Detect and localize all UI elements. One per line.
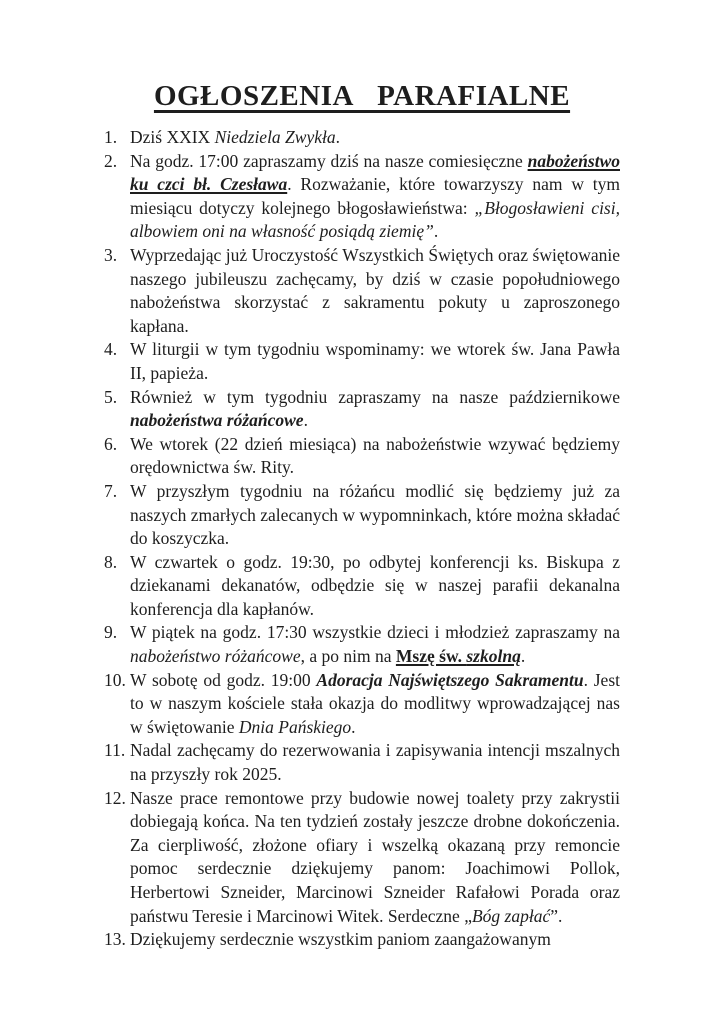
item-number: 3. xyxy=(104,244,118,265)
announcement-item xyxy=(104,433,620,480)
page-title: OGŁOSZENIA PARAFIALNE xyxy=(153,80,571,112)
announcement-item xyxy=(104,126,620,150)
text-segment: Wyprzedając już Uroczystość Wszystkich Świętych oraz świętowanie naszego jubileuszu zachęcamy, by dziś w czasie popołudniowego nabożeństwa skorzystać z sakramentu pokuty u zaproszonego kapłana. xyxy=(130,244,620,336)
announcement-item xyxy=(104,386,620,433)
text-segment: , a po nim na xyxy=(300,646,396,667)
item-number: 7. xyxy=(104,480,118,501)
text-segment: Dziś XXIX xyxy=(130,127,215,147)
item-number: 13. xyxy=(104,929,126,950)
item-number: 8. xyxy=(104,551,118,572)
text-segment: Niedziela Zwykła xyxy=(214,127,336,147)
announcement-item xyxy=(104,244,620,338)
text-segment: W przyszłym tygodniu na różańcu modlić się będziemy już za naszych zmarłych zalecanych w wypomninkach, które można składać do koszyczka. xyxy=(130,480,620,549)
text-segment: . Rozważanie, które towarzyszy nam w tym miesiącu dotyczy kolejnego błogosławieństwa: xyxy=(130,174,620,218)
text-segment: Nasze prace remontowe przy budowie nowej toalety przy zakrystii dobiegają końca. Na ten tydzień zostały jeszcze drobne dokończenia. Za cierpliwość, złożone ofiary i wszelką okazaną przy remoncie pomoc serdecznie dziękujemy panom: Joachimowi Pollok, Herbertowi Szneider, Marcinowi Szneider Rafałowi Porada oraz państwu Teresie i Marcinowi Witek. Serdeczne „ xyxy=(130,787,620,926)
text-segment: nabożeństwo ku czci bł. Czesława xyxy=(130,150,620,195)
text-segment: Nadal zachęcamy do rezerwowania i zapisywania intencji mszalnych na przyszły rok 2025. xyxy=(130,740,620,785)
text-segment: W sobotę od godz. 19:00 xyxy=(130,669,317,690)
item-number: 4. xyxy=(104,339,118,360)
text-segment: Również w tym tygodniu zapraszamy na nasze październikowe xyxy=(130,386,620,407)
text-segment: Na godz. 17:00 zapraszamy dziś na nasze comiesięczne xyxy=(130,150,528,171)
text-segment: szkolną xyxy=(466,646,521,667)
text-segment: W piątek na godz. 17:30 wszystkie dzieci i młodzież zapraszamy na xyxy=(130,622,620,643)
text-segment: W czwartek o godz. 19:30, po odbytej konferencji ks. Biskupa z dziekanami dekanatów, odbędzie się w naszej parafii dekanalna konferencja dla kapłanów. xyxy=(130,551,620,619)
text-segment: . xyxy=(433,221,439,242)
item-number: 9. xyxy=(104,622,118,643)
text-segment: . Jest to w naszym kościele stała okazja do modlitwy wprowadzającej nas w świętowanie xyxy=(130,669,620,737)
text-segment: Adoracja Najświętszego Sakramentu xyxy=(316,669,584,690)
announcement-item xyxy=(104,150,620,244)
text-segment: Dnia Pańskiego xyxy=(238,716,352,737)
text-segment: . xyxy=(303,410,308,431)
item-number: 2. xyxy=(104,150,118,171)
text-segment: Mszę św. xyxy=(395,646,467,667)
announcement-item xyxy=(104,338,620,385)
announcement-item xyxy=(104,551,620,622)
text-segment: . xyxy=(520,646,526,667)
announcements-list xyxy=(0,126,724,952)
announcement-item xyxy=(104,787,620,929)
item-number: 1. xyxy=(104,127,118,147)
text-segment: Bóg zapłać xyxy=(471,905,551,926)
item-number: 5. xyxy=(104,386,118,407)
text-segment: W liturgii w tym tygodniu wspominamy: we wtorek św. Jana Pawła II, papieża. xyxy=(130,339,620,383)
text-segment: ”. xyxy=(550,905,563,926)
text-segment: „Błogosławieni cisi, albowiem oni na własność posiądą ziemię” xyxy=(130,197,620,242)
item-number: 10. xyxy=(104,669,126,690)
item-number: 11. xyxy=(104,740,126,761)
item-number: 6. xyxy=(104,433,118,454)
text-segment: . xyxy=(351,716,356,737)
text-segment: Dziękujemy serdecznie wszystkim paniom zaangażowanym xyxy=(130,929,551,950)
announcement-item xyxy=(104,621,620,668)
text-segment: We wtorek (22 dzień miesiąca) na nabożeństwie wzywać będziemy orędownictwa św. Rity. xyxy=(130,433,620,478)
announcement-item xyxy=(104,669,620,740)
text-segment: nabożeństwo różańcowe xyxy=(130,646,301,667)
announcement-item xyxy=(104,739,620,786)
announcement-item xyxy=(104,928,620,952)
announcement-item xyxy=(104,480,620,551)
text-segment: . xyxy=(335,127,340,147)
item-number: 12. xyxy=(104,787,126,808)
text-segment: nabożeństwa różańcowe xyxy=(130,410,304,431)
